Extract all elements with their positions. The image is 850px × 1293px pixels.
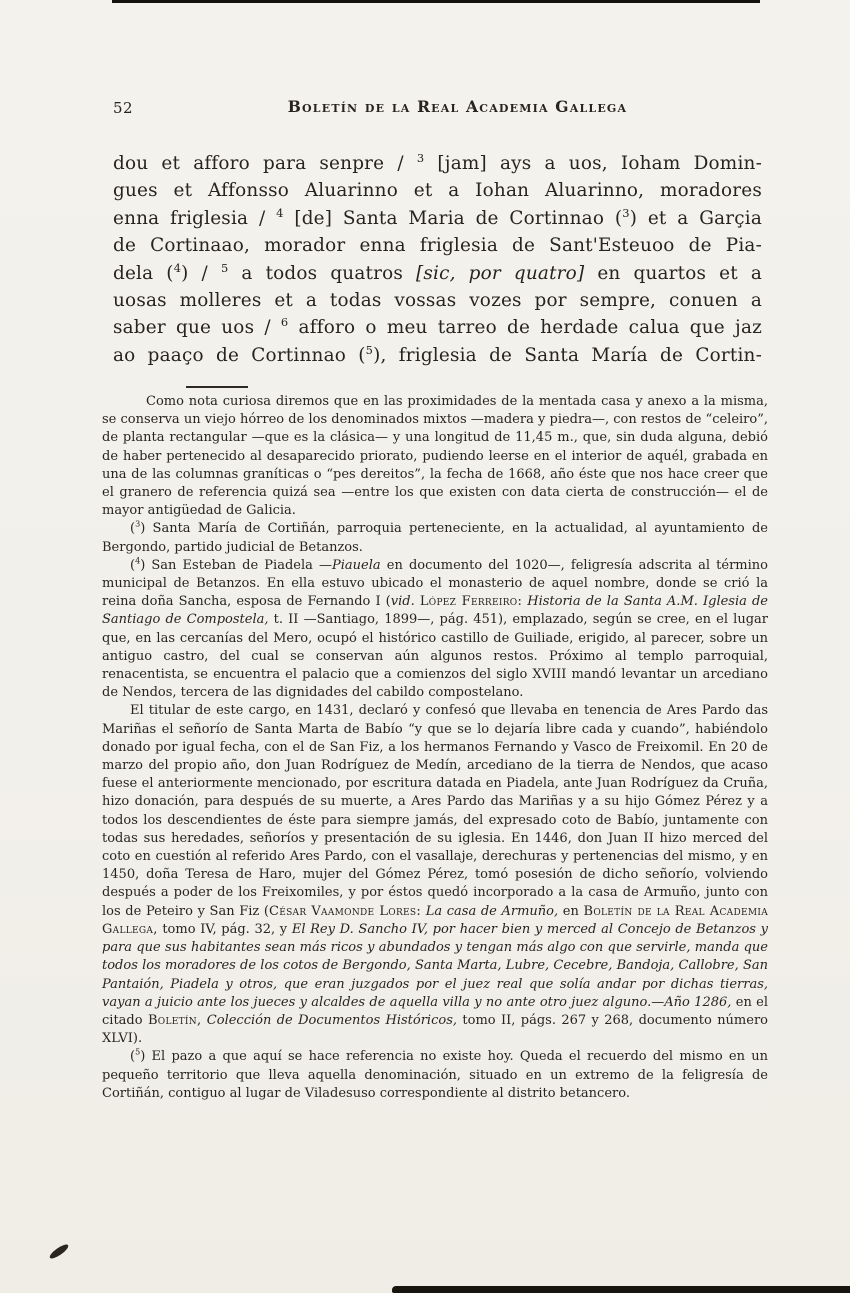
text-segment: Boletín de la Real Academia Gallega, [102, 903, 769, 937]
text-segment: [de] Santa Maria de Cortinnao ( [283, 207, 623, 229]
superscript-number: 3 [135, 520, 141, 530]
text-segment: Historia de la Santa A.M. Iglesia de Santiago de Compostela, [102, 594, 768, 628]
text-segment: El Rey D. Sancho IV, por hacer bien y merced al Concejo de Betanzos y para que sus habitantes sean más ricos y abundados y tengan más algo con que servirle, manda que todos los moradores de los cotos de Bergondo, Santa Marta, Lubre, Cecebre, Bandoja, Callobre, San Pantaión, Piadela y otros, que eran juzgados por el juez real que solía andar por dichas tierras, vayan a juicio ante los jueces y alcaldes de aquella villa y no ante otro juez alguno.—Año 1286, [102, 921, 768, 1010]
superscript-number: 6 [280, 315, 289, 330]
text-line [113, 260, 762, 287]
text-line [113, 342, 762, 369]
text-segment: enna friglesia / [113, 207, 277, 229]
text-segment: [sic, por quatro] [416, 262, 585, 284]
footnotes-block [102, 393, 768, 1103]
text-segment: de Cortinaao, morador enna friglesia de Sant'Esteuoo de Pia- [113, 235, 762, 257]
superscript-number: 4 [276, 205, 284, 220]
superscript-number: 5 [365, 342, 374, 357]
scan-artifact-bottom-left [48, 1242, 70, 1260]
text-segment: t. II —Santiago, 1899—, pág. 451), emplazado, según se cree, en el lugar que, en las cercanías del Mero, ocupó el histórico castillo de Guiliade, erigido, al parecer, sobre un antiguo castro, del cual se conservan aún algunos restos. Próximo al templo parroquial, renacentista, se encuentra el palacio que a comienzos del siglo XVIII mandó levantar un arcediano de Nendos, tercera de las dignidades del cabildo compostelano. [102, 612, 768, 701]
text-segment: tomo IV, pág. 32, y [157, 921, 292, 937]
text-segment: Boletín, [147, 1012, 202, 1028]
text-segment: ) El pazo a que aquí se hace referencia no existe hoy. Queda el recuerdo del mismo en un pequeño territorio que lleva aquella denominación, situado en un extremo de la feligresía de Cortiñán, contiguo al lugar de Viladesuso correspondiente al distrito betancero. [102, 1049, 768, 1101]
text-segment: El titular de este cargo, en 1431, declaró y confesó que llevaba en tenencia de Ares Pardo das Mariñas el señorío de Santa Marta de Babío “y que se lo dejaría libre cada y cuando”, habiéndolo donado por igual fecha, con el de San Fiz, a los hermanos Fernando y Vasco de Freixomil. En 20 de marzo del propio año, don Juan Rodríguez de Medín, arcediano de la tierra de Nendos, que acaso fuese el anteriormente mencionado, por escritura datada en Piadela, ante Juan Rodríguez da Cruña, hizo donación, para después de su muerte, a Ares Pardo das Mariñas y a su hijo Gómez Pérez y a todos los descendientes de éste para siempre jamás, del expresado coto de Babío, juntamente con todas sus heredades, señoríos y presentación de su iglesia. En 1446, don Juan II hizo merced del coto en cuestión al referido Ares Pardo, con el vasallaje, derechuras y pertenencias del mismo, y en 1450, doña Teresa de Haro, mujer del Gómez Pérez, tomó posesión de dicho señorío, volviendo después a poder de los Freixomiles, y por éstos quedó incorporado a la casa de Armuño, junto con los de Peteiro y San Fiz ( [102, 703, 768, 919]
text-segment: saber que uos / [113, 317, 281, 339]
superscript-number: 5 [135, 1047, 141, 1057]
text-segment: ) San Esteban de Piadela — [140, 557, 332, 573]
footnote-paragraph [102, 702, 768, 1048]
text-segment: ) Santa María de Cortiñán, parroquia perteneciente, en la actualidad, al ayuntamiento de Bergondo, partido judicial de Betanzos. [102, 521, 768, 555]
text-segment: dela ( [113, 262, 174, 284]
text-segment: César Vaamonde Lores: [268, 903, 422, 919]
superscript-number: 5 [220, 260, 229, 275]
text-line [113, 177, 762, 204]
text-segment: ao paaço de Cortinnao ( [113, 344, 366, 366]
text-line [113, 314, 762, 341]
text-line [113, 205, 762, 232]
text-segment: vid. [390, 594, 415, 610]
footnote-paragraph [102, 1048, 768, 1103]
main-text-block [113, 150, 762, 369]
text-segment: dou et afforo para senpre / [113, 153, 417, 174]
text-segment: en quartos et a [584, 262, 762, 284]
text-segment: ), friglesia de Santa María de Cortin- [373, 344, 762, 366]
superscript-number: 4 [135, 556, 141, 566]
text-segment: Piauela [332, 557, 381, 573]
text-segment: ( [130, 557, 136, 573]
text-segment: ( [130, 1049, 136, 1065]
text-segment: Colección de Documentos Históricos, [206, 1012, 458, 1028]
text-segment: ( [130, 521, 136, 537]
text-segment: en documento del 1020—, feligresía adscrita al término municipal de Betanzos. En ella estuvo ubicado el monasterio de aquel nombre, donde se crió la reina doña Sancha, esposa de Fernando I ( [102, 557, 768, 610]
text-segment: a todos quatros [228, 262, 417, 284]
footnote-paragraph [102, 557, 768, 703]
text-line [113, 232, 762, 259]
text-segment: ) / [181, 262, 221, 284]
journal-title: Boletín de la Real Academia Gallega [287, 97, 628, 116]
text-segment: gues et Affonsso Aluarinno et a Iohan Aluarinno, moradores [113, 180, 762, 202]
text-segment: Como nota curiosa diremos que en las proximidades de la mentada casa y anexo a la misma, se conserva un viejo hórreo de los denominados mixtos —madera y piedra—, con restos de “celeiro”, de planta rectangular —que es la clásica— y una longitud de 11,45 m., que, sin duda alguna, debió de haber pertenecido al desaparecido priorato, pudiendo leerse en el interior de aquél, grabada en una de las columnas graníticas o “pes dereitos”, la fecha de 1668, año éste que nos hace creer que el granero de referencia quizá sea —entre los que existen con data cierta de construcción— el de mayor antigüedad de Galicia. [102, 394, 768, 519]
footnote-paragraph [102, 393, 768, 520]
page-header [113, 97, 762, 119]
text-segment: en el citado [102, 994, 769, 1028]
page-number: 52 [113, 99, 134, 117]
superscript-number: 3 [622, 205, 630, 220]
text-segment: en [558, 903, 584, 919]
text-segment: tomo II, págs. 267 y 268, documento número XLVI). [102, 1012, 768, 1047]
text-line [113, 150, 762, 177]
text-segment: afforo o meu tarreo de herdade calua que jaz [288, 317, 762, 339]
footnote-paragraph [102, 520, 768, 556]
superscript-number: 4 [173, 260, 182, 275]
text-segment: López Ferreiro: [419, 594, 523, 610]
text-segment: uosas molleres et a todas vossas vozes por sempre, conuen a [113, 290, 762, 312]
superscript-number: 3 [416, 150, 425, 165]
scan-artifact-bottom-edge [392, 1286, 850, 1293]
text-segment: [jam] ays a uos, Ioham Domin- [424, 153, 762, 174]
text-segment: La casa de Armuño, [425, 903, 559, 919]
text-segment: ) et a Garçia [629, 207, 762, 229]
scan-artifact-top-edge [112, 0, 760, 3]
footnote-separator-rule [186, 386, 248, 388]
text-line [113, 287, 762, 314]
